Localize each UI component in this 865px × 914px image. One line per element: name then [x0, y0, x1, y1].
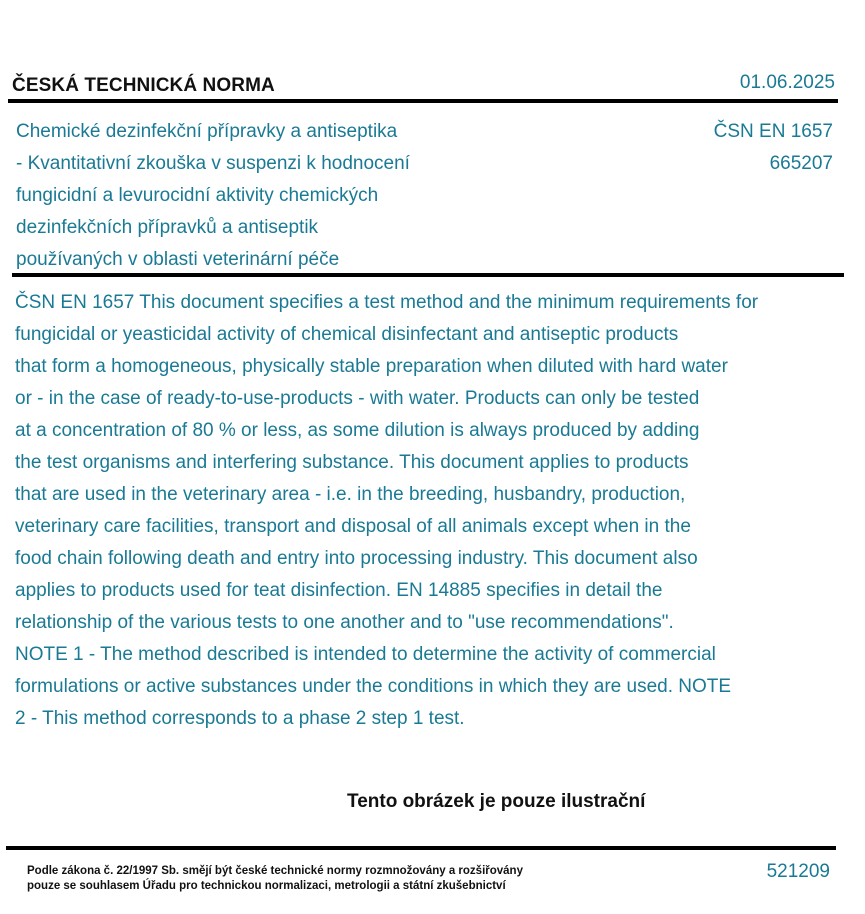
abstract-line: that form a homogeneous, physically stable preparation when diluted with hard water	[15, 356, 728, 377]
footer-number: 521209	[766, 861, 830, 882]
standard-title-line: Chemické dezinfekční přípravky a antiseptika	[16, 121, 398, 142]
abstract-line: the test organisms and interfering substance. This document applies to products	[15, 452, 689, 473]
legal-notice-line: Podle zákona č. 22/1997 Sb. smějí být české technické normy rozmnožovány a rozšiřovány	[27, 865, 523, 877]
standard-title-line: fungicidní a levurocidní aktivity chemických	[16, 185, 379, 206]
legal-notice-line: pouze se souhlasem Úřadu pro technickou normalizaci, metrologii a státní zkušebnictví	[27, 880, 506, 892]
abstract-line: relationship of the various tests to one another and to "use recommendations".	[15, 612, 674, 633]
abstract-line: veterinary care facilities, transport and disposal of all animals except when in the	[15, 516, 691, 537]
abstract-line: food chain following death and entry into processing industry. This document also	[15, 548, 698, 569]
title-divider	[12, 273, 844, 277]
abstract-line: 2 - This method corresponds to a phase 2 step 1 test.	[15, 708, 465, 729]
standard-title-line: dezinfekčních přípravků a antiseptik	[16, 217, 319, 238]
standard-code: ČSN EN 1657	[713, 121, 833, 142]
header-divider	[8, 99, 838, 103]
class-number: 665207	[769, 153, 833, 174]
abstract-line: at a concentration of 80 % or less, as some dilution is always produced by adding	[15, 420, 700, 441]
legal-notice	[27, 864, 523, 894]
norm-heading: ČESKÁ TECHNICKÁ NORMA	[12, 75, 275, 96]
abstract-line: applies to products used for teat disinfection. EN 14885 specifies in detail the	[15, 580, 663, 601]
standard-title-line: používaných v oblasti veterinární péče	[16, 249, 340, 270]
standard-title	[16, 116, 486, 276]
abstract-line: that are used in the veterinary area - i.e. in the breeding, husbandry, production,	[15, 484, 686, 505]
abstract-line: NOTE 1 - The method described is intended to determine the activity of commercial	[15, 644, 716, 665]
standard-identifiers	[714, 116, 833, 180]
abstract-text	[15, 287, 860, 735]
abstract-line: formulations or active substances under the conditions in which they are used. NOTE	[15, 676, 732, 697]
standard-title-line: - Kvantitativní zkouška v suspenzi k hodnocení	[16, 153, 410, 174]
abstract-line: or - in the case of ready-to-use-products - with water. Products can only be tested	[15, 388, 700, 409]
illustrative-note: Tento obrázek je pouze ilustrační	[347, 791, 646, 812]
abstract-line: fungicidal or yeasticidal activity of chemical disinfectant and antiseptic products	[15, 324, 679, 345]
footer-divider	[6, 846, 836, 850]
abstract-line: ČSN EN 1657 This document specifies a test method and the minimum requirements for	[15, 292, 759, 313]
publication-date: 01.06.2025	[739, 72, 835, 93]
